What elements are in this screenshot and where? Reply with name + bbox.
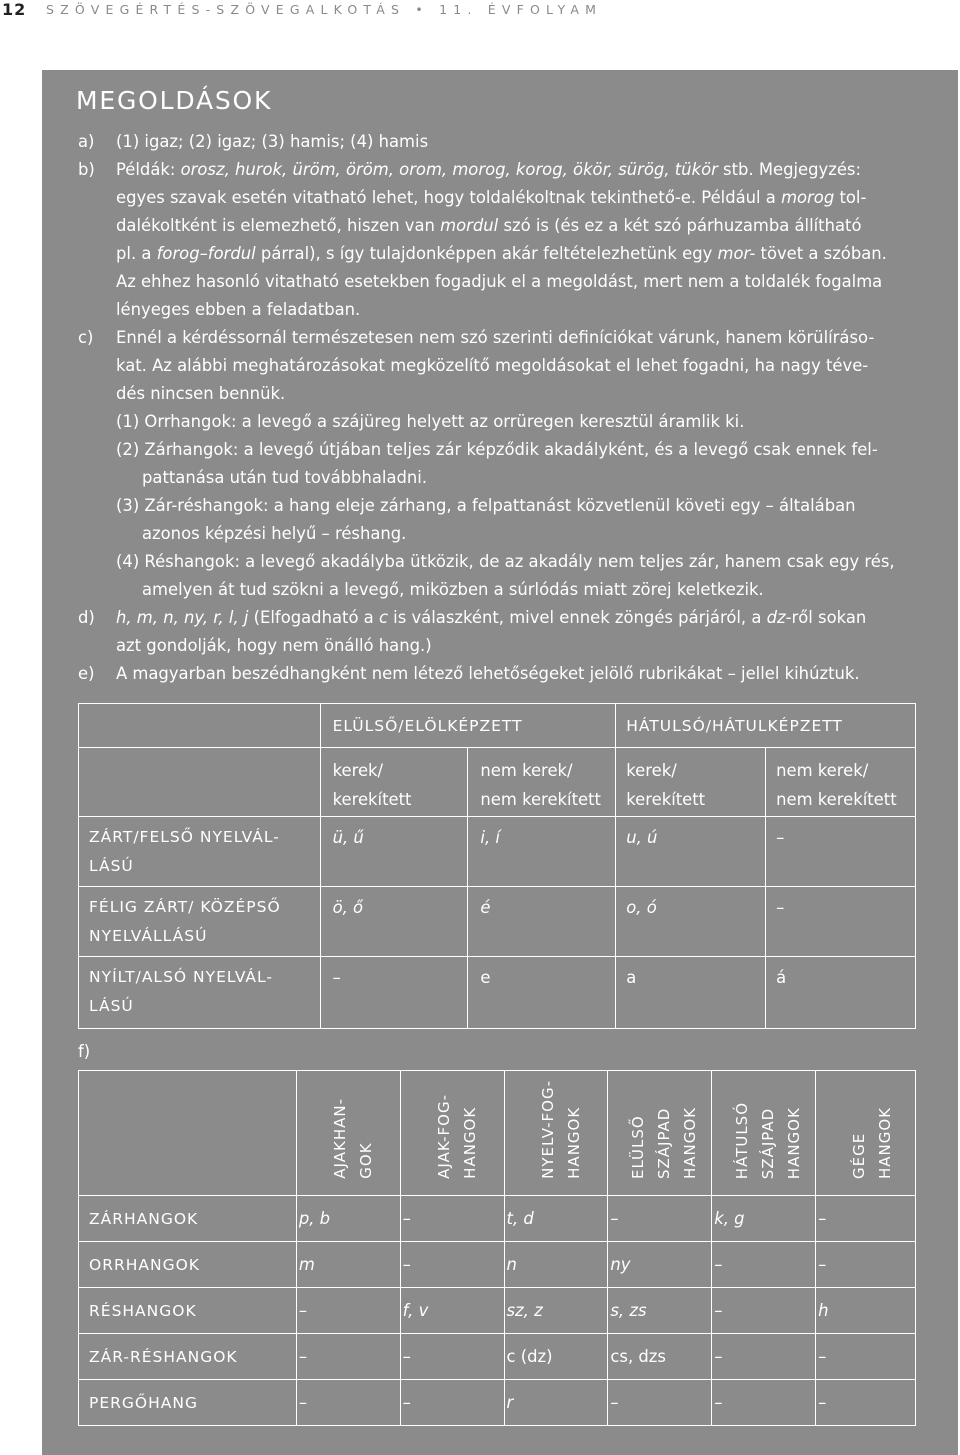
label-e: e): [78, 664, 95, 683]
answer-a: (1) igaz; (2) igaz; (3) hamis; (4) hamis: [116, 132, 429, 151]
consonant-row-trill: [79, 1380, 916, 1426]
answer-c-point-2-cont: pattanása után tud továbbhaladni.: [142, 468, 428, 487]
cell: –: [714, 1393, 723, 1412]
label-d: d): [78, 608, 95, 627]
cell: –: [402, 1393, 411, 1412]
cell: r: [506, 1393, 514, 1412]
cell: é: [480, 898, 491, 917]
row-label: PERGŐHANG: [89, 1394, 198, 1412]
cell: ü, ű: [332, 828, 364, 847]
page-number: 12: [2, 0, 27, 19]
cell: –: [610, 1393, 619, 1412]
answer-c-point-1: (1) Orrhangok: a levegő a szájüreg helyett az orrüregen keresztül áramlik ki.: [116, 412, 745, 431]
vowel-row-open: [79, 957, 916, 1029]
header-bilabial: AJAKHAN- GOK: [330, 1098, 375, 1179]
cell: e: [480, 968, 491, 987]
cell: á: [776, 968, 787, 987]
answer-b-line-5: Az ehhez hasonló vitatható esetekben fogadjuk el a megoldást, mert nem a toldalék fogalma: [116, 272, 883, 291]
vowel-row-half-closed: [79, 887, 916, 957]
label-b: b): [78, 160, 95, 179]
row-label: ZÁRHANGOK: [89, 1210, 199, 1228]
cell: k, g: [714, 1209, 745, 1228]
header-glottal: GÉGE HANGOK: [850, 1106, 895, 1179]
subheader-front-rounded: kerek/ kerekített: [320, 748, 468, 817]
cell: f, v: [402, 1301, 429, 1320]
cell: m: [298, 1255, 315, 1274]
cell: sz, z: [506, 1301, 543, 1320]
vowel-table: [78, 703, 916, 1029]
answer-b-line-2: egyes szavak esetén vitatható lehet, hogy toldalékoltnak tekinthető-e. Például a morog tol-: [116, 188, 867, 207]
header-front: ELÜLSŐ/ELÖLKÉPZETT: [332, 717, 523, 735]
answer-c-point-4-cont: amelyen át tud szökni a levegő, miközben a súrlódás miatt zörej keletkezik.: [142, 580, 764, 599]
answer-b-line-1: Példák: orosz, hurok, üröm, öröm, orom, morog, korog, ökör, sürög, tükör stb. Megjegyzés:: [116, 160, 861, 179]
cell: ö, ő: [332, 898, 364, 917]
cell: –: [298, 1347, 308, 1366]
cell: –: [402, 1347, 411, 1366]
subheader-back-rounded: kerek/ kerekített: [616, 748, 766, 817]
answer-c-point-3: (3) Zár-réshangok: a hang eleje zárhang, a felpattanást közvetlenül követi egy – általában: [116, 496, 856, 515]
cell: –: [818, 1347, 827, 1366]
answer-c-point-2: (2) Zárhangok: a levegő útjában teljes zár képződik akadályként, és a levegő csak ennek fel-: [116, 440, 878, 459]
cell: –: [818, 1255, 827, 1274]
cell: h: [818, 1301, 829, 1320]
row-label: ZÁR-RÉSHANGOK: [89, 1348, 238, 1366]
cell: –: [402, 1209, 411, 1228]
answer-c-line-1: Ennél a kérdéssornál természetesen nem szó szerinti definíciókat várunk, hanem körülíráso-: [116, 328, 875, 347]
answer-c-line-2: kat. Az alábbi meghatározásokat megközelítő megoldásokat el lehet fogadni, ha nagy téve-: [116, 356, 869, 375]
answer-c-point-4: (4) Réshangok: a levegő akadályba ütközik, de az akadály nem teljes zár, hanem csak egy rés,: [116, 552, 895, 571]
section-title: MEGOLDÁSOK: [76, 86, 273, 115]
cell: p, b: [298, 1209, 331, 1228]
vowel-row-closed: [79, 817, 916, 887]
consonant-row-fricatives: [79, 1288, 916, 1334]
header-palatal-front: ELÜLSŐ SZÁJPAD HANGOK: [629, 1106, 700, 1179]
header-dental: NYELV-FOG- HANGOK: [538, 1080, 583, 1179]
label-a: a): [78, 132, 95, 151]
cell: –: [818, 1209, 827, 1228]
cell: a: [626, 968, 637, 987]
answer-b-line-6: lényeges ebben a feladatban.: [116, 300, 361, 319]
cell: –: [776, 898, 785, 917]
answer-c-point-3-cont: azonos képzési helyű – réshang.: [142, 524, 407, 543]
cell: –: [776, 828, 785, 847]
header-labiodental: AJAK-FOG- HANGOK: [434, 1094, 479, 1179]
answer-c-line-3: dés nincsen bennük.: [116, 384, 286, 403]
page-header: [0, 0, 960, 22]
row-label: NYÍLT/ALSÓ NYELVÁL- LÁSÚ: [79, 957, 321, 1029]
cell: –: [714, 1255, 723, 1274]
label-f: f): [78, 1042, 91, 1061]
cell: cs, dzs: [610, 1347, 666, 1366]
cell: –: [332, 968, 341, 987]
row-label: ORRHANGOK: [89, 1256, 200, 1274]
answer-d-line-2: azt gondolják, hogy nem önálló hang.): [116, 636, 432, 655]
header-back: HÁTULSÓ/HÁTULKÉPZETT: [626, 717, 843, 735]
cell: –: [818, 1393, 827, 1412]
cell: –: [714, 1301, 723, 1320]
consonant-table: [78, 1070, 916, 1426]
answer-b-line-3: dalékoltként is elemezhető, hiszen van mordul szó is (és ez a két szó párhuzamba állítható: [116, 216, 862, 235]
cell: –: [298, 1393, 308, 1412]
row-label: ZÁRT/FELSŐ NYELVÁL- LÁSÚ: [79, 817, 321, 887]
cell: o, ó: [626, 898, 657, 917]
consonant-row-nasals: [79, 1242, 916, 1288]
cell: ny: [610, 1255, 631, 1274]
subheader-front-unrounded: nem kerek/ nem kerekített: [468, 748, 616, 817]
cell: s, zs: [610, 1301, 647, 1320]
row-label: RÉSHANGOK: [89, 1302, 197, 1320]
cell: n: [506, 1255, 517, 1274]
consonant-row-affricates: [79, 1334, 916, 1380]
row-label: FÉLIG ZÁRT/ KÖZÉPSŐ NYELVÁLLÁSÚ: [79, 887, 321, 957]
answer-e: A magyarban beszédhangként nem létező lehetőségeket jelölő rubrikákat – jellel kihúztuk.: [116, 664, 860, 683]
cell: –: [402, 1255, 411, 1274]
answer-d-line-1: h, m, n, ny, r, l, j (Elfogadható a c is válaszként, mivel ennek zöngés párjáról, a dz-ről sokan: [116, 608, 867, 627]
cell: i, í: [480, 828, 500, 847]
label-c: c): [78, 328, 94, 347]
answer-b-line-4: pl. a forog–fordul párral), s így tulajdonképpen akár feltételezhetünk egy mor- tövet a szóban.: [116, 244, 887, 263]
cell: –: [298, 1301, 308, 1320]
cell: –: [714, 1347, 723, 1366]
cell: c (dz): [506, 1347, 553, 1366]
subheader-back-unrounded: nem kerek/ nem kerekített: [766, 748, 916, 817]
header-palatal-back: HÁTULSÓ SZÁJPAD HANGOK: [733, 1101, 804, 1179]
solutions-panel: [42, 70, 958, 1455]
cell: t, d: [506, 1209, 534, 1228]
cell: u, ú: [626, 828, 658, 847]
running-title: SZÖVEGÉRTÉS-SZÖVEGALKOTÁS • 11. ÉVFOLYAM: [46, 2, 603, 17]
consonant-row-stops: [79, 1196, 916, 1242]
cell: –: [610, 1209, 619, 1228]
